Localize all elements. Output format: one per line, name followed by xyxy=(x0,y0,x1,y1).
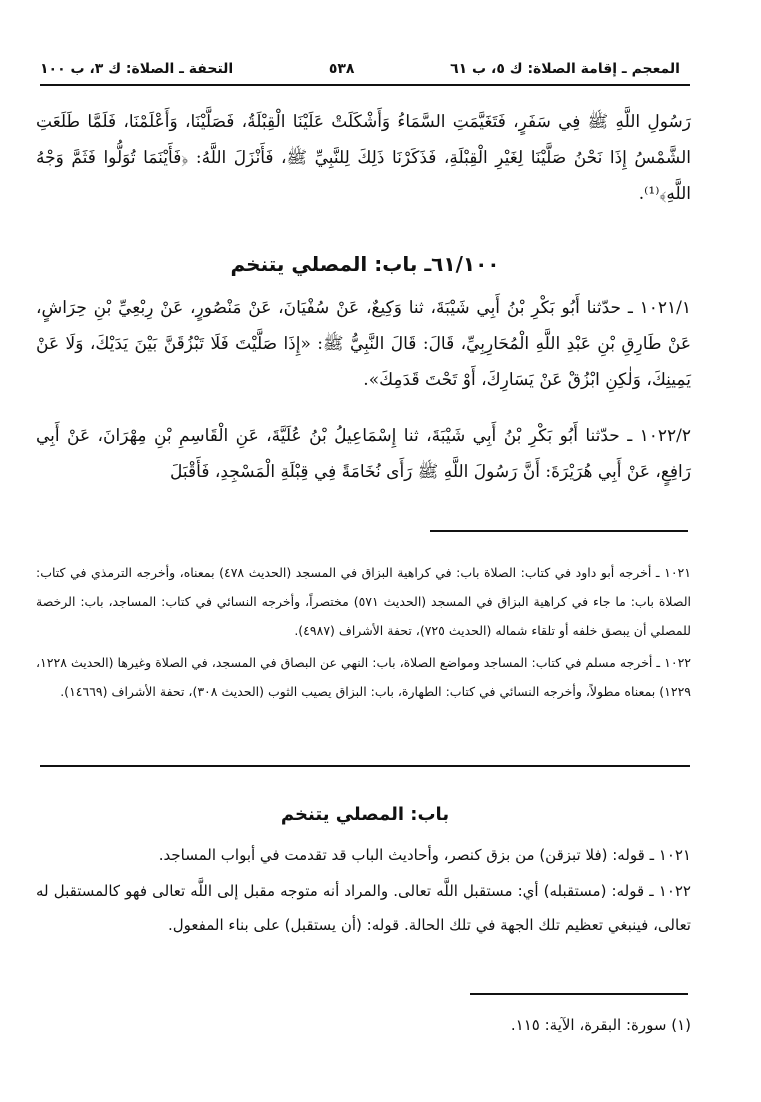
hadith-1021: ١٠٢١/١ ـ حدّثنا أَبُو بَكْرِ بْنُ أَبِي شَيْبَةَ، ثنا وَكِيعٌ، عَنْ سُفْيَانَ، عَنْ مَنْصُورٍ، عَنْ رِبْعِيِّ بْنِ حِرَاشٍ، عَنْ طَارِقِ بْنِ عَبْدِ اللَّهِ الْمُحَارِبِيِّ، قَالَ: قَالَ النَّبِيُّ ﷺ: «إِذَا صَلَّيْتَ فَلَا تَبْزُقَنَّ بَيْنَ يَدَيْكَ، وَلَا عَنْ يَمِينِكَ، وَلٰكِنِ ابْزُقْ عَنْ يَسَارِكَ، أَوْ تَحْتَ قَدَمِكَ». xyxy=(36,298,691,390)
header-rule xyxy=(40,84,690,86)
commentary-1021: ١٠٢١ ـ قوله: (فلا تبزقن) من بزق كنصر، وأحاديث الباب قد تقدمت في أبواب المساجد. xyxy=(158,846,691,864)
takhrij-note-1021: ١٠٢١ ـ أخرجه أبو داود في كتاب: الصلاة باب: في كراهية البزاق في المسجد (الحديث ٤٧٨) بمعناه، وأخرجه الترمذي في كتاب: الصلاة باب: ما جاء في كراهية البزاق في المسجد (الحديث ٥٧١) مختصراً، وأخرجه النسائي في كتاب: المساجد، باب: الرخصة للمصلي أن يبصق خلفه أو تلقاء شماله (الحديث ٧٢٥)، تحفة الأشراف (٤٩٨٧). xyxy=(36,565,691,638)
commentary-title: باب: المصلي يتنخم xyxy=(280,804,450,825)
running-header xyxy=(40,57,680,81)
page-number: ٥٣٨ xyxy=(328,61,355,77)
footnote-1: (١) سورة: البقرة، الآية: ١١٥. xyxy=(510,1016,691,1034)
header-left: التحفة ـ الصلاة: ك ٣، ب ١٠٠ xyxy=(40,61,234,77)
intro-paragraph: رَسُولِ اللَّهِ ﷺ فِي سَفَرٍ، فَتَغَيَّمَتِ السَّمَاءُ وَأَشْكَلَتْ عَلَيْنَا الْقِبْلَةُ، فَصَلَّيْنَا، وَأَعْلَمْنَا، فَلَمَّا طَلَعَتِ الشَّمْسُ إِذَا نَحْنُ صَلَّيْنَا لِغَيْرِ الْقِبْلَةِ، فَذَكَرْنَا ذَلِكَ لِلنَّبِيِّ ﷺ، فَأَنْزَلَ اللَّهُ: ﴿فَأَيْنَمَا تُوَلُّوا فَثَمَّ وَجْهُ اللَّهِ﴾⁽¹⁾. xyxy=(36,112,691,204)
takhrij-note-1022: ١٠٢٢ ـ أخرجه مسلم في كتاب: المساجد ومواضع الصلاة، باب: النهي عن البصاق في المسجد، في الصلاة وغيرها (الحديث ١٢٢٨، ١٢٢٩) بمعناه مطولاً، وأخرجه النسائي في كتاب: الطهارة، باب: البزاق يصيب الثوب (الحديث ٣٠٨)، تحفة الأشراف (١٤٦٦٩). xyxy=(36,655,691,699)
commentary-1022: ١٠٢٢ ـ قوله: (مستقبله) أي: مستقبل اللَّه تعالى. والمراد أنه متوجه مقبل إلى اللَّه تعالى فهو كالمستقبل له تعالى، فينبغي تعظيم تلك الجهة في تلك الحالة. قوله: (أن يستقبل) على بناء المفعول. xyxy=(36,882,691,934)
commentary-rule xyxy=(40,765,690,767)
takhrij-separator xyxy=(430,530,688,532)
footnote-separator xyxy=(470,993,688,995)
hadith-1022: ١٠٢٢/٢ ـ حدّثنا أَبُو بَكْرِ بْنُ أَبِي شَيْبَةَ، ثنا إِسْمَاعِيلُ بْنُ عُلَيَّةَ، عَنِ الْقَاسِمِ بْنِ مِهْرَانَ، عَنْ أَبِي رَافِعٍ، عَنْ أَبِي هُرَيْرَةَ: أَنَّ رَسُولَ اللَّهِ ﷺ رَأَى نُخَامَةً فِي قِبْلَةِ الْمَسْجِدِ، فَأَقْبَلَ xyxy=(36,426,691,482)
header-right: المعجم ـ إقامة الصلاة: ك ٥، ب ٦١ xyxy=(450,61,680,77)
chapter-title: ٦١/١٠٠ـ باب: المصلي يتنخم xyxy=(230,252,500,276)
